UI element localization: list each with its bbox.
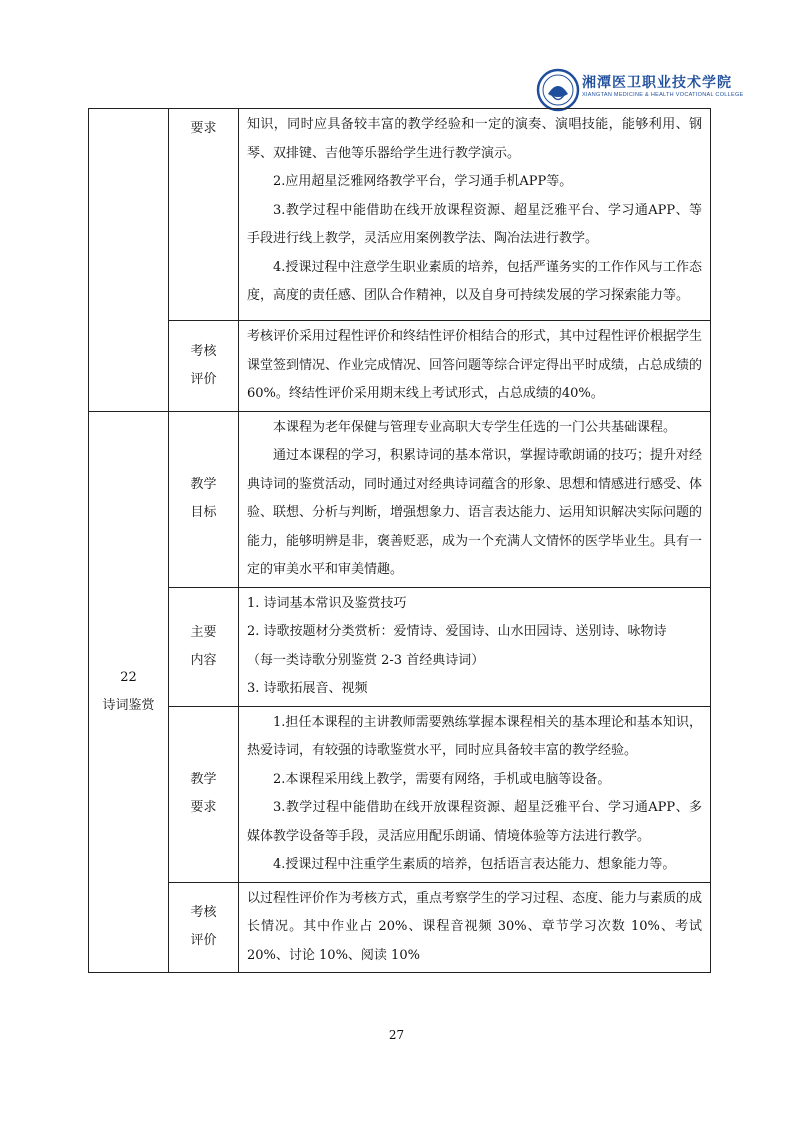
table-row (89, 411, 711, 587)
row-label: 要求 (169, 109, 239, 321)
requirements-text (239, 109, 711, 321)
page-number: 27 (388, 1028, 405, 1042)
list-item: 1. 诗词基本常识及鉴赏技巧 (247, 595, 407, 611)
course-number: 22 (120, 669, 137, 685)
college-name-en: XIANGTAN MEDICINE & HEALTH VOCATIONAL COLLEGE (582, 92, 744, 98)
table-row (89, 109, 711, 321)
teaching-requirements-text (239, 706, 711, 882)
college-logo (536, 68, 580, 112)
list-item: （每一类诗歌分别鉴赏 2-3 首经典诗词） (247, 652, 485, 668)
paragraph: 知识，同时应具备较丰富的教学经验和一定的演奏、演唱技能，能够利用、钢琴、双排键、吉他等乐器给学生进行教学演示。 (247, 117, 702, 161)
table-row (89, 587, 711, 706)
paragraph: 4.授课过程中注意学生职业素质的培养，包括严谨务实的工作作风与工作态度，高度的责任感、团队合作精神，以及自身可持续发展的学习探索能力等。 (247, 259, 702, 303)
row-label: 教学 目标 (169, 411, 239, 587)
paragraph: 2.应用超星泛雅网络教学平台，学习通手机APP等。 (273, 174, 573, 189)
paragraph: 本课程为老年保健与管理专业高职大专学生任选的一门公共基础课程。 (273, 419, 677, 435)
row-label: 教学 要求 (169, 706, 239, 882)
row-label: 考核 评价 (169, 321, 239, 412)
table-row (89, 321, 711, 412)
table-row (89, 706, 711, 882)
table-row (89, 882, 711, 973)
paragraph: 1.担任本课程的主讲教师需要熟练掌握本课程相关的基本理论和基本知识，热爱诗词，有较强的诗歌鉴赏水平，同时应具备较丰富的教学经验。 (247, 714, 702, 758)
paragraph: 2.本课程采用线上教学，需要有网络，手机或电脑等设备。 (273, 771, 611, 787)
row-label: 主要 内容 (169, 587, 239, 706)
course-name: 诗词鉴赏 (102, 697, 155, 713)
college-name: 湘潭医卫职业技术学院 (582, 75, 732, 91)
row-label: 考核 评价 (169, 882, 239, 973)
content-text (239, 587, 711, 706)
paragraph: 通过本课程的学习，积累诗词的基本常识，掌握诗歌朗诵的技巧；提升对经典诗词的鉴赏活动，同时通过对经典诗词蕴含的形象、思想和情感进行感受、体验、联想、分析与判断，增强想象力、语言表达能力、运用知识解决实际问题的能力，能够明辨是非，褒善贬恶，成为一个充满人文情怀的医学毕业生。具有一定的审美水平和审美情趣。 (247, 448, 703, 577)
paragraph: 以过程性评价作为考核方式，重点考察学生的学习过程、态度、能力与素质的成长情况。其中作业占 20%、课程音视频 30%、章节学习次数 10%、考试 20%、讨论 10%、阅读 10% (247, 890, 703, 963)
list-item: 2. 诗歌按题材分类赏析：爱情诗、爱国诗、山水田园诗、送别诗、咏物诗 (247, 624, 667, 639)
assessment-text (239, 321, 711, 412)
paragraph: 4.授课过程中注重学生素质的培养，包括语言表达能力、想象能力等。 (273, 857, 676, 872)
paragraph: 3.教学过程中能借助在线开放课程资源、超星泛雅平台、学习通APP、等手段进行线上教学，灵活应用案例教学法、陶冶法进行教学。 (247, 202, 702, 246)
course-table (88, 108, 711, 973)
paragraph: 3.教学过程中能借助在线开放课程资源、超星泛雅平台、学习通APP、多媒体教学设备等手段，灵活应用配乐朗诵、情境体验等方法进行教学。 (247, 800, 702, 844)
goals-text (239, 411, 711, 587)
prev-course-name-cell (89, 109, 169, 412)
paragraph: 考核评价采用过程性评价和终结性评价相结合的形式，其中过程性评价根据学生课堂签到情况、作业完成情况、回答问题等综合评定得出平时成绩，占总成绩的60%。终结性评价采用期末线上考试形式，占总成绩的40%。 (247, 329, 703, 401)
list-item: 3. 诗歌拓展音、视频 (247, 681, 368, 696)
course-name-cell (89, 411, 169, 973)
assessment-text (239, 882, 711, 973)
